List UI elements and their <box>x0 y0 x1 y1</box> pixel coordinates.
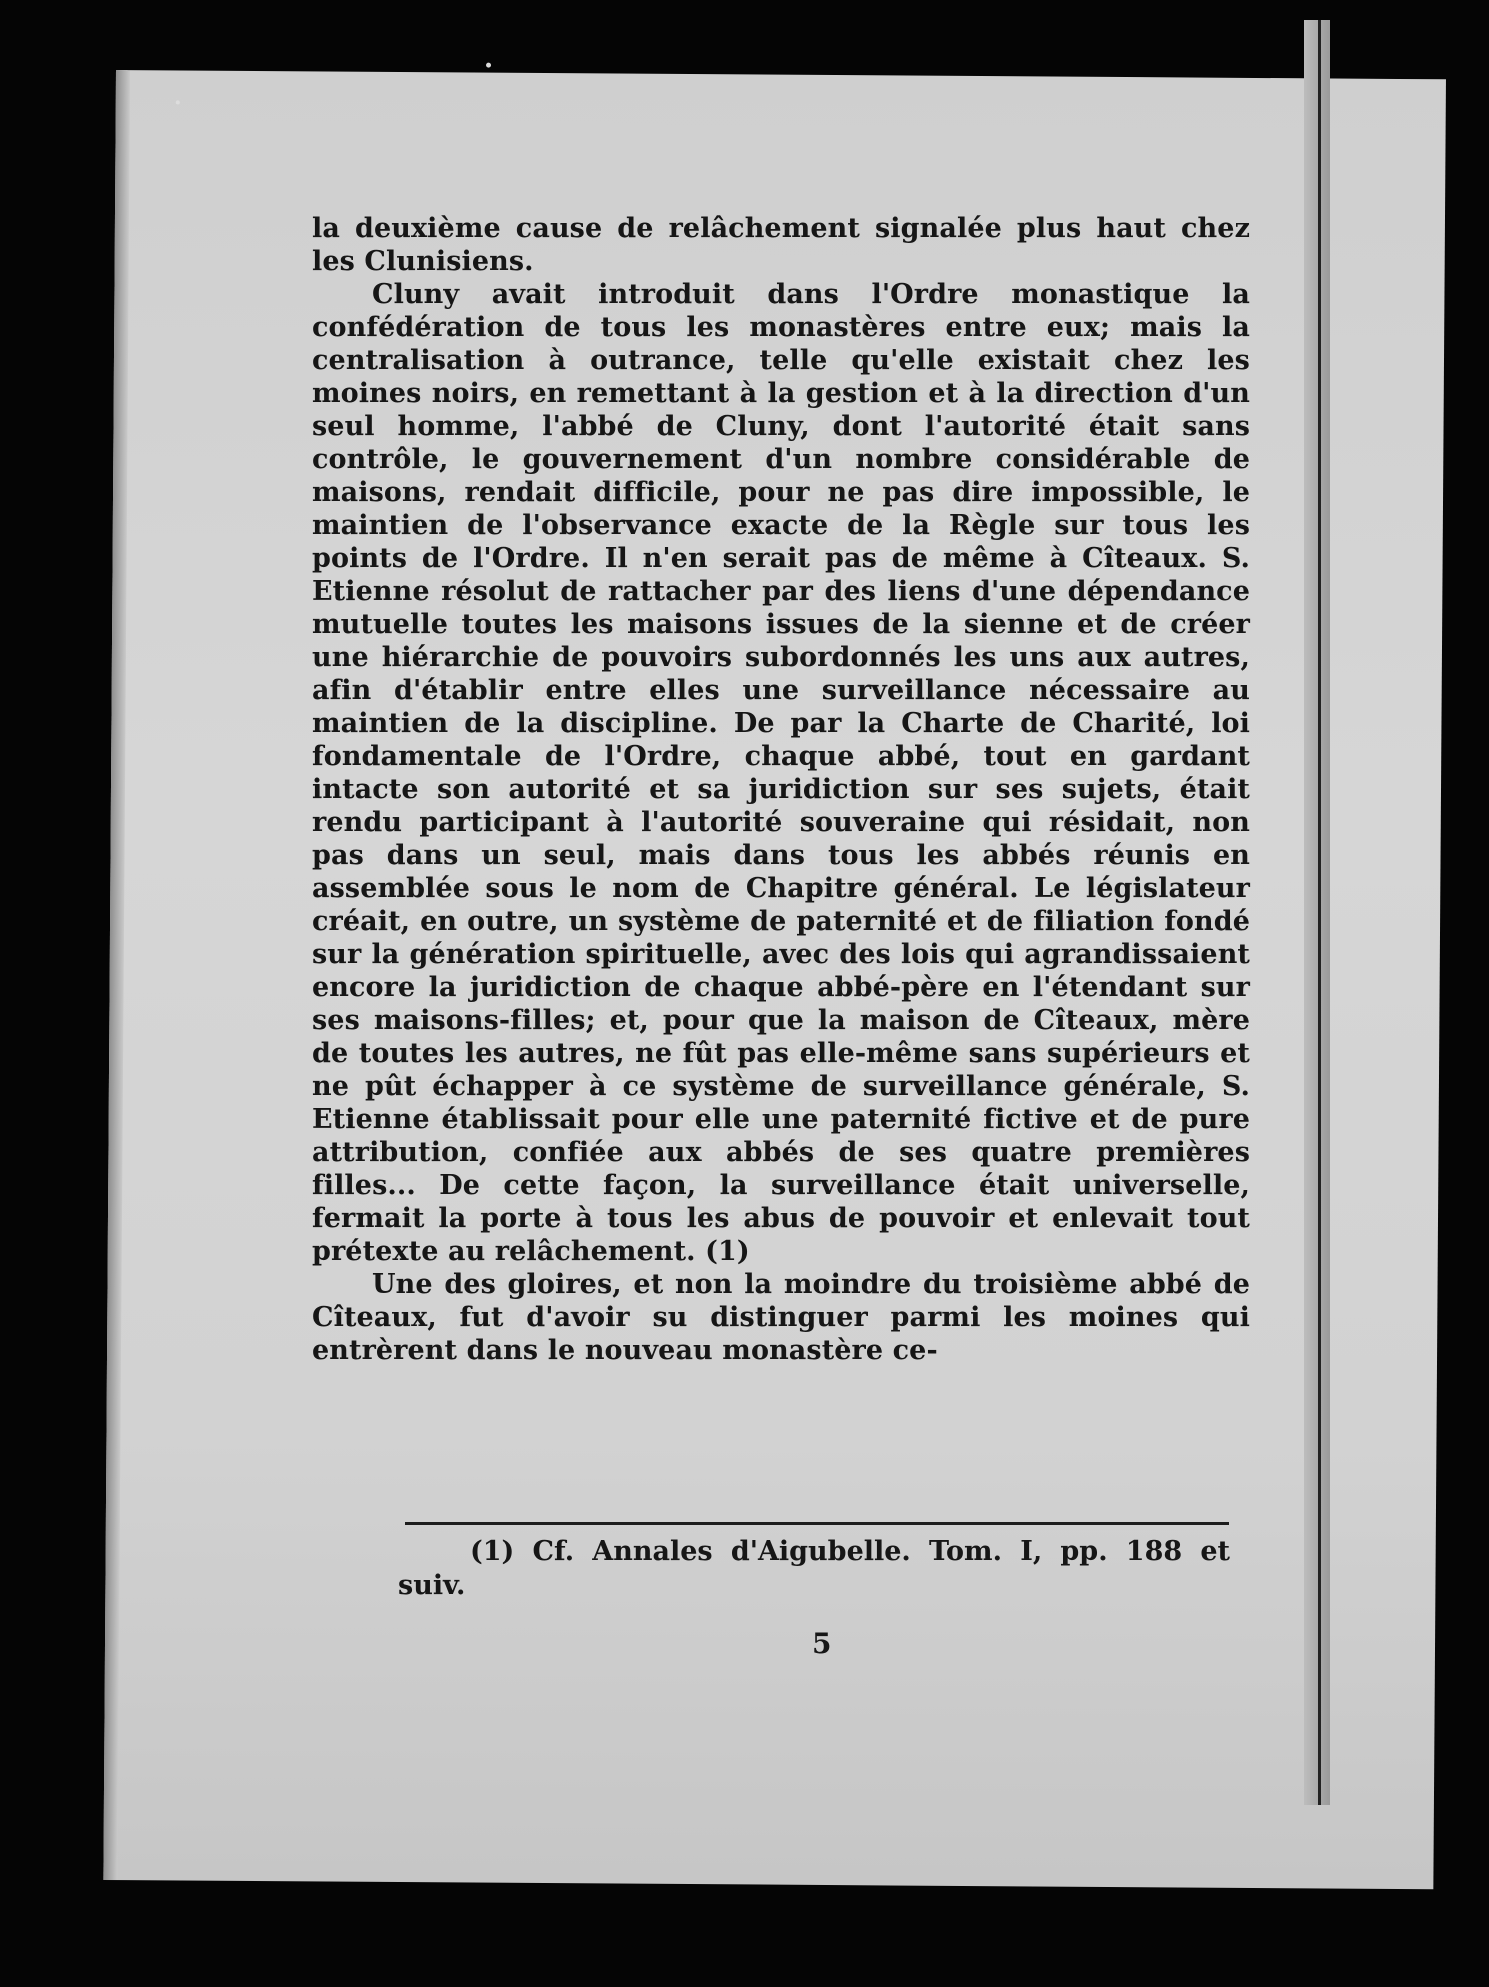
charte-de-charite: Charte de Charité, <box>901 708 1196 739</box>
adjacent-page-edge <box>1304 20 1330 1805</box>
paragraph-2-continued: loi fondamentale de l'Ordre, chaque abbé, tout en gardant intacte son autorité et sa juridiction sur ses sujets, était rendu participant à l'autorité souveraine qui résidait, non pas dans un seul, mais dans tous les abbés réunis en assemblée sous le nom de Chapitre général. Le législateur créait, en outre, un système de paternité et de filiation fondé sur la génération spirituelle, avec des lois qui agrandissaient encore la juridiction de chaque abbé-père en l'étendant sur ses maisons-filles; et, pour que la maison de Cîteaux, mère de toutes les autres, ne fût pas elle-même sans supérieurs et ne pût échapper à ce système de surveillance générale, S. Etienne établissait pour elle une paternité fictive et de pure attribution, confiée aux abbés de ses quatre premières filles... De cette façon, la surveillance était universelle, fermait la porte à tous les abus de pouvoir et enlevait tout prétexte au relâchement. (1) <box>312 708 1251 1267</box>
footnote-text: Cf. Annales d'Aigubelle. Tom. I, pp. 188 et suiv. <box>398 1536 1230 1601</box>
paragraph-2-text: Cluny avait introduit dans l'Ordre monastique la confédération de tous les monastères entre eux; mais la centralisation à outrance, telle qu'elle existait chez les moines noirs, en remettant à la gestion et à la direction d'un seul homme, l'abbé de Cluny, dont l'autorité était sans contrôle, le gouvernement d'un nombre considérable de maisons, rendait difficile, pour ne pas dire impossible, le maintien de l'observance exacte de la Règle sur tous les points de l'Ordre. Il n'en serait pas de même à Cîteaux. S. Etienne résolut de rattacher par des liens d'une dépendance mutuelle toutes les maisons issues de la sienne et de créer une hiérarchie de pouvoirs subordonnés les uns aux autres, afin d'établir entre elles une surveillance nécessaire au maintien de la discipline. De par la <box>312 279 1250 739</box>
footnote-mark: (1) <box>470 1536 515 1567</box>
binding-line <box>1318 20 1321 1805</box>
paragraph-2 <box>312 278 1250 1268</box>
body-text <box>312 212 1250 1367</box>
footnote-rule <box>405 1522 1229 1525</box>
footnote <box>398 1535 1230 1603</box>
page-left-edge <box>103 70 130 1880</box>
paragraph-1: la deuxième cause de relâchement signalée plus haut chez les Clunisiens. <box>312 213 1250 277</box>
paragraph-3: Une des gloires, et non la moindre du troisième abbé de Cîteaux, fut d'avoir su distinguer parmi les moines qui entrèrent dans le nouveau monastère ce- <box>312 1269 1250 1366</box>
scan-speck <box>486 63 491 68</box>
page-number: 5 <box>812 1627 832 1660</box>
scan-speck <box>176 100 180 104</box>
